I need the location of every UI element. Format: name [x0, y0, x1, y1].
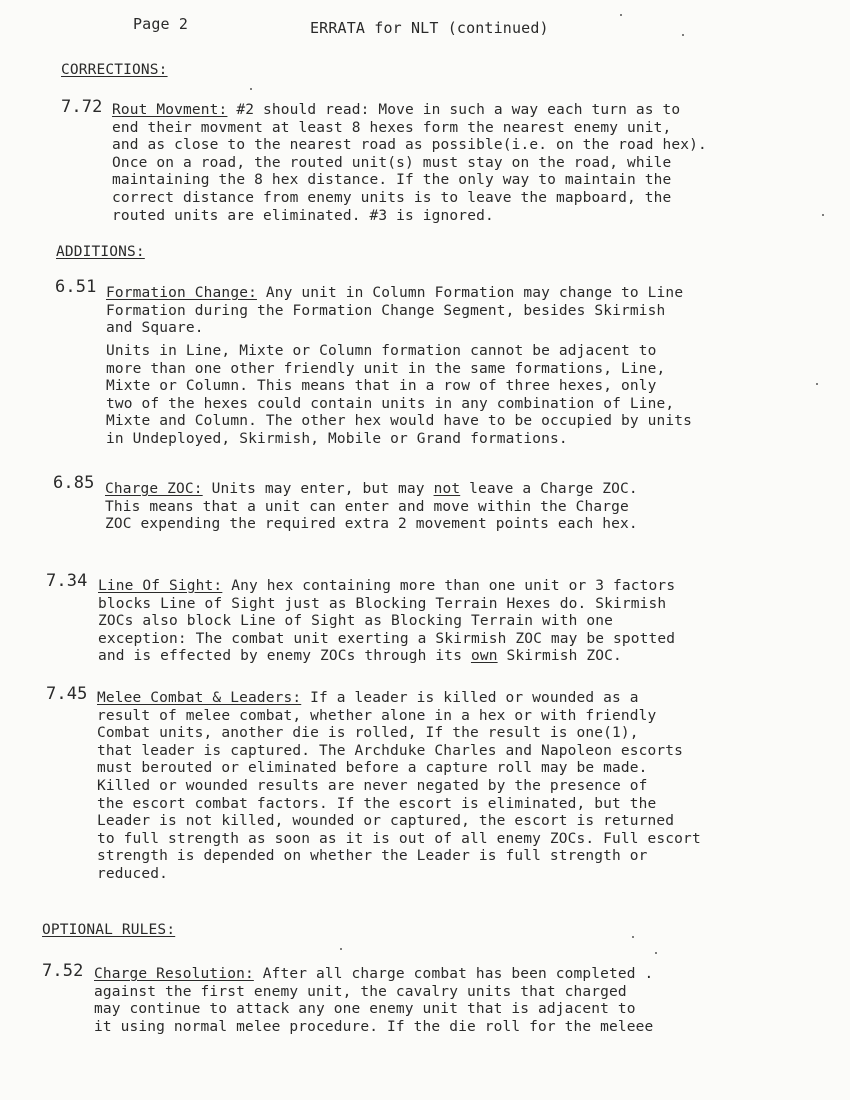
scan-speck [250, 88, 252, 90]
text-line: Killed or wounded results are never negated by the presence of [97, 777, 648, 794]
optional-rules-heading: OPTIONAL RULES: [42, 922, 176, 938]
section-number-7-34: 7.34 [46, 571, 88, 591]
text-segment: Skirmish ZOC. [497, 648, 622, 665]
text-line: it using normal melee procedure. If the die roll for the meleee [94, 1018, 654, 1035]
text-emphasis: own [470, 648, 498, 665]
text-line: Once on a road, the routed unit(s) must stay on the road, while [112, 154, 672, 171]
text-line: must berouted or eliminated before a capture roll may be made. [97, 760, 648, 777]
text-line: and as close to the nearest road as possible(i.e. on the road hex). [112, 137, 707, 154]
section-number-6-51: 6.51 [55, 277, 97, 297]
scan-speck [822, 214, 824, 216]
section-7-52 [94, 966, 653, 1036]
text-emphasis: not [433, 481, 461, 497]
text-line: strength is depended on whether the Leader is full strength or [97, 848, 648, 865]
scan-speck [816, 383, 818, 385]
text-line: If a leader is killed or wounded as a [301, 690, 639, 706]
text-line: exception: The combat unit exerting a Skirmish ZOC may be spotted [98, 630, 676, 647]
text-line: that leader is captured. The Archduke Charles and Napoleon escorts [97, 742, 684, 759]
section-6-51-paragraph-2 [106, 343, 692, 449]
section-title: Charge Resolution: [94, 966, 254, 982]
page-number: Page 2 [133, 15, 189, 33]
section-number-7-45: 7.45 [46, 684, 88, 704]
text-line: Any unit in Column Formation may change to Line [256, 285, 684, 301]
text-line: Mixte and Column. The other hex would have to be occupied by units [106, 413, 693, 430]
corrections-heading: CORRECTIONS: [61, 62, 168, 78]
text-line: Mixte or Column. This means that in a row of three hexes, only [106, 378, 657, 395]
text-line: #2 should read: Move in such a way each turn as to [227, 102, 681, 118]
text-line: two of the hexes could contain units in any combination of Line, [106, 395, 675, 412]
section-title: Line Of Sight: [98, 578, 223, 594]
scan-speck [340, 948, 342, 950]
section-7-72 [112, 102, 707, 225]
text-line: blocks Line of Sight just as Blocking Terrain Hexes do. Skirmish [98, 595, 667, 612]
text-line: Formation during the Formation Change Segment, besides Skirmish [106, 302, 666, 319]
scan-speck [632, 936, 634, 938]
scan-speck [682, 34, 684, 36]
scan-speck [655, 952, 657, 954]
text-line: against the first enemy unit, the cavalry units that charged [94, 983, 627, 1000]
additions-heading: ADDITIONS: [56, 244, 145, 260]
text-segment: leave a Charge ZOC. [460, 481, 638, 497]
text-line: reduced. [97, 865, 169, 882]
text-line: This means that a unit can enter and move within the Charge [105, 498, 629, 515]
text-line: ZOCs also block Line of Sight as Blocking Terrain with one [98, 613, 614, 630]
text-line: Units in Line, Mixte or Column formation cannot be adjacent to [106, 343, 657, 359]
text-line: and Square. [106, 320, 204, 337]
section-7-34 [98, 578, 675, 666]
section-title: Melee Combat & Leaders: [97, 690, 302, 706]
text-line: result of melee combat, whether alone in a hex or with friendly [97, 707, 657, 724]
text-line: in Undeployed, Skirmish, Mobile or Grand formations. [106, 430, 568, 447]
section-title: Formation Change: [106, 285, 257, 301]
section-number-7-72: 7.72 [61, 97, 103, 117]
text-line: Any hex containing more than one unit or 3 factors [222, 578, 676, 594]
text-line: to full strength as soon as it is out of all enemy ZOCs. Full escort [97, 830, 701, 847]
text-line: Leader is not killed, wounded or captured, the escort is returned [97, 813, 675, 830]
text-segment: and is effected by enemy ZOCs through its [98, 648, 471, 665]
text-line: more than one other friendly unit in the same formations, Line, [106, 360, 666, 377]
text-line: may continue to attack any one enemy unit that is adjacent to [94, 1001, 636, 1018]
scan-speck [620, 14, 622, 16]
text-line: correct distance from enemy units is to leave the mapboard, the [112, 189, 672, 206]
section-title: Rout Movment: [112, 102, 228, 118]
section-7-45 [97, 690, 701, 884]
text-line: ZOC expending the required extra 2 movement points each hex. [105, 516, 638, 533]
text-line: end their movment at least 8 hexes form the nearest enemy unit, [112, 119, 672, 136]
section-number-6-85: 6.85 [53, 473, 95, 493]
text-line: maintaining the 8 hex distance. If the only way to maintain the [112, 172, 672, 189]
text-line: the escort combat factors. If the escort is eliminated, but the [97, 795, 657, 812]
section-6-51 [106, 285, 683, 338]
section-number-7-52: 7.52 [42, 961, 84, 981]
text-line: routed units are eliminated. #3 is ignored. [112, 207, 494, 224]
text-segment: Units may enter, but may [202, 481, 434, 497]
section-title: Charge ZOC: [105, 481, 203, 497]
text-line: After all charge combat has been completed . [253, 966, 654, 982]
page-title: ERRATA for NLT (continued) [310, 19, 549, 37]
section-6-85 [105, 481, 638, 534]
text-line: Combat units, another die is rolled, If the result is one(1), [97, 725, 639, 742]
